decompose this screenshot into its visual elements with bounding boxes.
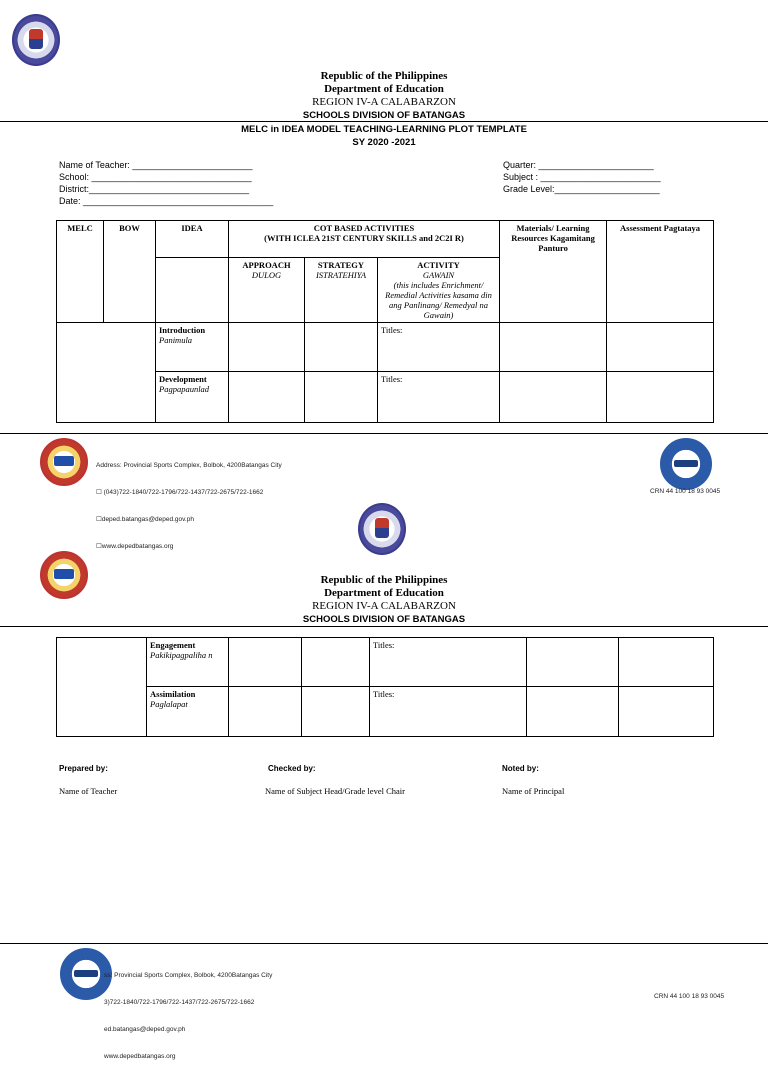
phase-development-label: Development: [159, 374, 207, 384]
prepared-by-label: Prepared by:: [59, 764, 108, 773]
assessment-cell[interactable]: [607, 323, 714, 372]
field-date[interactable]: Date: ______________________________________: [59, 196, 274, 206]
checked-by-label: Checked by:: [268, 764, 316, 773]
email-icon: ☐: [96, 516, 102, 523]
cot-line1: COT BASED ACTIVITIES: [313, 223, 415, 233]
web-icon: ☐: [96, 543, 102, 550]
phase-assimilation-fil: Paglalapat: [150, 699, 188, 709]
template-title-block: [0, 123, 768, 149]
crn-number: CRN 44 100 18 93 0045: [650, 488, 721, 495]
phone-icon: ☐: [96, 489, 104, 496]
melc-bow-cell[interactable]: [57, 323, 156, 423]
batangas-seal-icon: [40, 438, 88, 486]
strategy-cell[interactable]: [305, 323, 378, 372]
idea-subheader-empty: [156, 258, 229, 323]
phase-development-fil: Pagpapaunlad: [159, 384, 210, 394]
subheader-activity: [378, 258, 500, 323]
noted-by-name[interactable]: Name of Principal: [502, 786, 565, 796]
header-divider: [0, 121, 768, 122]
melc-bow-cell[interactable]: [57, 638, 147, 737]
template-title: MELC in IDEA MODEL TEACHING-LEARNING PLOT TEMPLATE: [241, 124, 527, 135]
strategy-cell[interactable]: [302, 638, 370, 687]
footer-contact: [96, 443, 282, 560]
approach-label: APPROACH: [242, 260, 291, 270]
footer-divider: [0, 943, 768, 944]
idea-assimilation-cell: [147, 687, 229, 737]
region-heading: REGION IV-A CALABARZON: [312, 96, 456, 108]
activity-titles-cell[interactable]: Titles:: [378, 372, 500, 423]
header-materials: Materials/ Learning Resources Kagamitang Panturo: [500, 221, 607, 323]
school-year: SY 2020 -2021: [352, 137, 416, 148]
materials-cell[interactable]: [527, 687, 619, 737]
department-heading: Department of Education: [324, 83, 444, 95]
footer-email: ☐deped.batangas@deped.gov.ph: [96, 516, 194, 523]
header-idea: IDEA: [156, 221, 229, 258]
approach-cell[interactable]: [229, 372, 305, 423]
footer-email[interactable]: ed.batangas@deped.gov.ph: [104, 1026, 186, 1033]
approach-fil: DULOG: [251, 270, 282, 280]
strategy-cell[interactable]: [302, 687, 370, 737]
footer-address: ss: Provincial Sports Complex, Bolbok, 4200Batangas City: [104, 972, 273, 979]
deped-seal-icon: [12, 14, 60, 66]
idea-engagement-cell: [147, 638, 229, 687]
strategy-fil: ISTRATEHIYA: [315, 270, 367, 280]
header-bow: BOW: [104, 221, 156, 323]
activity-titles-cell[interactable]: Titles:: [378, 323, 500, 372]
field-school[interactable]: School: ________________________________: [59, 172, 252, 182]
region-heading: REGION IV-A CALABARZON: [312, 600, 456, 612]
strategy-label: STRATEGY: [317, 260, 365, 270]
activity-titles-cell[interactable]: Titles:: [370, 687, 527, 737]
division-heading: SCHOOLS DIVISION OF BATANGAS: [302, 110, 466, 121]
header-melc: MELC: [57, 221, 104, 323]
idea-development-cell: [156, 372, 229, 423]
cot-line2: (WITH ICLEA 21ST CENTURY SKILLS and 2C2I R): [264, 233, 464, 243]
activity-fil: GAWAIN: [422, 270, 455, 280]
deped-seal-icon: [358, 503, 406, 555]
assessment-cell[interactable]: [607, 372, 714, 423]
field-teacher[interactable]: Name of Teacher: ________________________: [59, 160, 253, 170]
republic-heading: Republic of the Philippines: [320, 574, 448, 586]
republic-heading: Republic of the Philippines: [320, 70, 448, 82]
phase-engagement-fil: Pakikipagpaliha n: [150, 650, 213, 660]
field-quarter[interactable]: Quarter: _______________________: [503, 160, 654, 170]
idea-introduction-cell: [156, 323, 229, 372]
field-district[interactable]: District:________________________________: [59, 184, 250, 194]
approach-cell[interactable]: [229, 323, 305, 372]
materials-cell[interactable]: [500, 372, 607, 423]
activity-titles-cell[interactable]: Titles:: [370, 638, 527, 687]
activity-note: (this includes Enrichment/ Remedial Activities kasama din ang Panlinang/ Remedyal na Gawain): [385, 280, 492, 320]
approach-cell[interactable]: [229, 638, 302, 687]
footer-web[interactable]: www.depedbatangas.org: [104, 1053, 176, 1060]
footer-divider: [0, 433, 768, 434]
phase-engagement-label: Engagement: [150, 640, 196, 650]
footer-phone: ☐ (043)722-1840/722-1796/722-1437/722-2675/722-1662: [96, 489, 264, 496]
phase-introduction-fil: Panimula: [159, 335, 193, 345]
checked-by-name[interactable]: Name of Subject Head/Grade level Chair: [265, 786, 405, 796]
department-heading: Department of Education: [324, 587, 444, 599]
materials-cell[interactable]: [527, 638, 619, 687]
footer-phone: 3)722-1840/722-1796/722-1437/722-2675/722-1662: [104, 999, 255, 1006]
phase-assimilation-label: Assimilation: [150, 689, 196, 699]
phase-introduction-label: Introduction: [159, 325, 206, 335]
approach-cell[interactable]: [229, 687, 302, 737]
footer-web: ☐www.depedbatangas.org: [96, 543, 174, 550]
page2-header: [0, 574, 768, 626]
field-grade-level[interactable]: Grade Level:_____________________: [503, 184, 660, 194]
header-assessment: Assessment Pagtataya: [607, 221, 714, 323]
footer-contact: [104, 953, 272, 1070]
assessment-cell[interactable]: [619, 638, 714, 687]
field-subject[interactable]: Subject : ________________________: [503, 172, 661, 182]
plot-table-page1: [56, 220, 714, 423]
prepared-by-name[interactable]: Name of Teacher: [59, 786, 118, 796]
activity-label: ACTIVITY: [417, 260, 460, 270]
division-heading: SCHOOLS DIVISION OF BATANGAS: [302, 614, 466, 625]
subheader-strategy: [305, 258, 378, 323]
header-cot: [229, 221, 500, 258]
footer-address: Address: Provincial Sports Complex, Bolbok, 4200Batangas City: [96, 462, 282, 469]
crn-number: CRN 44 100 18 93 0045: [654, 993, 725, 1000]
strategy-cell[interactable]: [305, 372, 378, 423]
header-divider: [0, 626, 768, 627]
subheader-approach: [229, 258, 305, 323]
materials-cell[interactable]: [500, 323, 607, 372]
tuv-iso-seal-icon: [660, 438, 712, 490]
noted-by-label: Noted by:: [502, 764, 539, 773]
plot-table-page2: [56, 637, 714, 737]
page1-header: [0, 70, 768, 122]
assessment-cell[interactable]: [619, 687, 714, 737]
